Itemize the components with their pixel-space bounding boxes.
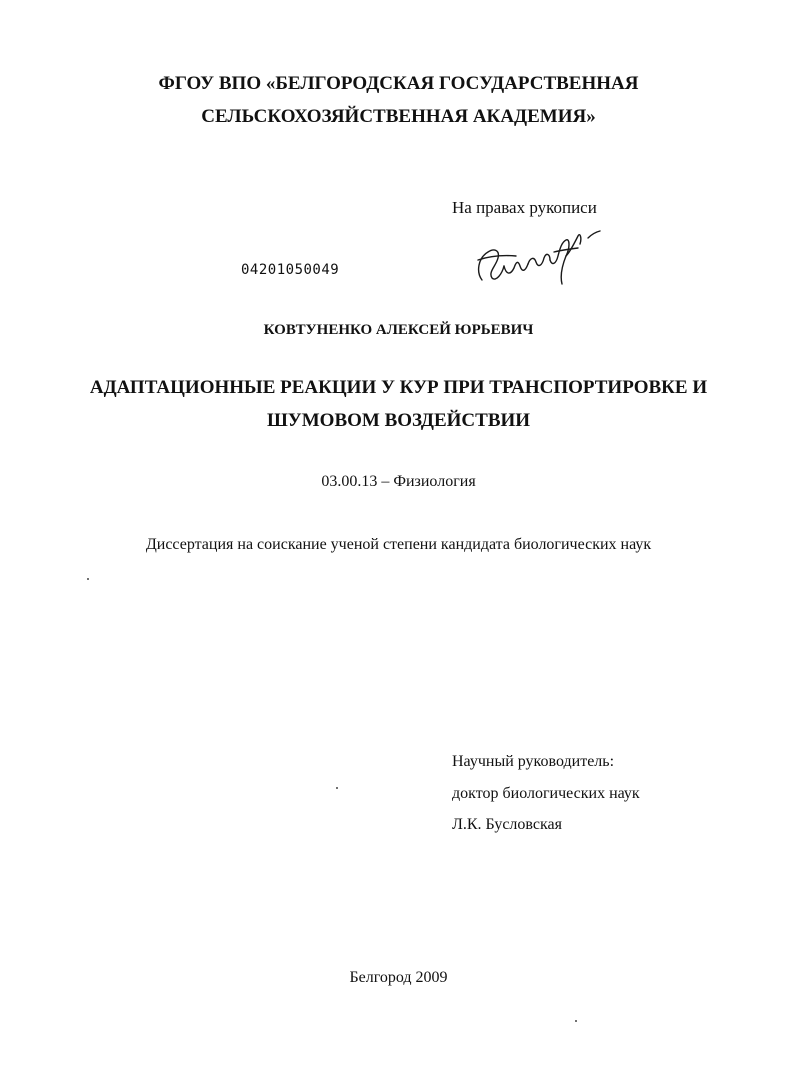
- supervisor-label: Научный руководитель:: [452, 753, 615, 770]
- registration-number: 04201050049: [241, 262, 340, 278]
- author-name: КОВТУНЕНКО АЛЕКСЕЙ ЮРЬЕВИЧ: [263, 322, 534, 338]
- scan-speck: [336, 787, 338, 789]
- supervisor-name: Л.К. Бусловская: [452, 816, 562, 833]
- degree-statement: Диссертация на соискание ученой степени кандидата биологических наук: [145, 536, 652, 553]
- scan-speck: [575, 1020, 577, 1022]
- specialty-code: 03.00.13 – Физиология: [321, 473, 476, 490]
- dissertation-title-line-1: АДАПТАЦИОННЫЕ РЕАКЦИИ У КУР ПРИ ТРАНСПОРТИРОВКЕ И: [89, 377, 708, 398]
- scan-speck: [87, 578, 89, 580]
- manuscript-note: На правах рукописи: [452, 198, 597, 217]
- supervisor-degree: доктор биологических наук: [452, 785, 640, 802]
- city-year: Белгород 2009: [349, 969, 448, 986]
- dissertation-title-line-2: ШУМОВОМ ВОЗДЕЙСТВИИ: [266, 410, 531, 431]
- institution-line-1: ФГОУ ВПО «БЕЛГОРОДСКАЯ ГОСУДАРСТВЕННАЯ: [158, 73, 639, 94]
- institution-line-2: СЕЛЬСКОХОЗЯЙСТВЕННАЯ АКАДЕМИЯ»: [201, 106, 596, 127]
- handwritten-signature: [470, 222, 610, 292]
